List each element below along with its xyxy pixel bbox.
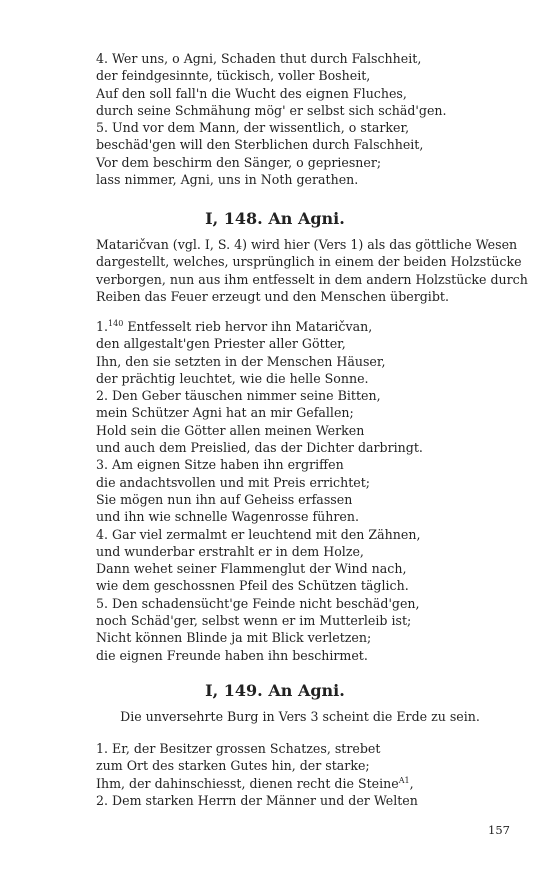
footnote-marker: A1 (398, 775, 410, 785)
verse-line: lass nimmer, Agni, uns in Noth gerathen. (96, 172, 359, 188)
section-149-intro: Die unversehrte Burg in Vers 3 scheint die Erde zu sein. (120, 709, 480, 724)
page-number: 157 (488, 823, 510, 837)
verse-line: beschäd'gen will den Sterblichen durch Falschheit, (96, 137, 424, 153)
intro-line: dargestellt, welches, ursprünglich in einem der beiden Holzstücke (96, 254, 522, 270)
intro-line: verborgen, nun aus ihm entfesselt in dem andern Holzstücke durch (96, 271, 528, 287)
verse-line: 3. Am eignen Sitze haben ihn ergriffen (96, 457, 344, 473)
verse-line-footnoted (96, 775, 418, 792)
verse-line: 5. Den schadensücht'ge Feinde nicht beschäd'gen, (96, 595, 420, 611)
verse-line: der prächtig leuchtet, wie die helle Sonne. (96, 370, 369, 386)
verse-line: Auf den soll fall'n die Wucht des eignen Fluches, (96, 85, 407, 101)
verse-line: noch Schäd'ger, selbst wenn er im Mutterleib ist; (96, 613, 412, 629)
verse-line: den allgestalt'gen Priester aller Götter, (96, 336, 346, 352)
verse-text-tail: , (409, 775, 414, 791)
section-148-heading: I, 148. An Agni. (205, 209, 345, 228)
verse-text: Entfesselt rieb hervor ihn Mataričvan, (123, 319, 373, 334)
verse-line: die eignen Freunde haben ihn beschirmet. (96, 647, 368, 663)
verse-number: 1. (96, 319, 109, 334)
verse-line: und auch dem Preislied, das der Dichter darbringt. (96, 440, 423, 456)
verse-line: 1. Er, der Besitzer grossen Schatzes, strebet (96, 741, 381, 756)
verse-line: 4. Wer uns, o Agni, Schaden thut durch Falschheit, (96, 51, 422, 66)
verse-line: 2. Den Geber täuschen nimmer seine Bitten, (96, 388, 381, 404)
verse-line: 5. Und vor dem Mann, der wissentlich, o starker, (96, 120, 410, 136)
verse-line: durch seine Schmähung mög' er selbst sich schäd'gen. (96, 102, 447, 118)
verse-line: der feindgesinnte, tückisch, voller Bosheit, (96, 68, 371, 84)
verse-line: wie dem geschossnen Pfeil des Schützen täglich. (96, 578, 409, 594)
verse-line-first (96, 318, 423, 335)
verses-top (96, 50, 447, 188)
verse-line: und ihn wie schnelle Wagenrosse führen. (96, 509, 359, 525)
intro-line: Mataričvan (vgl. I, S. 4) wird hier (Vers 1) als das göttliche Wesen (96, 237, 518, 252)
footnote-marker: 140 (108, 318, 124, 328)
verse-line: zum Ort des starken Gutes hin, der starke; (96, 758, 370, 774)
verse-line: und wunderbar erstrahlt er in dem Holze, (96, 543, 364, 559)
verse-line: Ihn, den sie setzten in der Menschen Häuser, (96, 353, 386, 369)
verse-line: 4. Gar viel zermalmt er leuchtend mit den Zähnen, (96, 526, 421, 542)
verse-line: Sie mögen nun ihn auf Geheiss erfassen (96, 491, 353, 507)
verse-line: 2. Dem starken Herrn der Männer und der Welten (96, 792, 418, 808)
verse-line: Vor dem beschirm den Sänger, o gepriesner; (96, 154, 382, 170)
verse-line: Nicht können Blinde ja mit Blick verletzen; (96, 630, 372, 646)
section-148-verses (96, 318, 423, 664)
verse-line: die andachtsvollen und mit Preis errichtet; (96, 474, 371, 490)
section-149-heading: I, 149. An Agni. (205, 681, 345, 700)
section-148-intro (96, 236, 528, 305)
intro-line: Reiben das Feuer erzeugt und den Menschen übergibt. (96, 288, 449, 304)
verse-line: Dann wehet seiner Flammenglut der Wind nach, (96, 561, 407, 577)
verse-text: Ihm, der dahinschiesst, dienen recht die Steine (96, 775, 399, 791)
verse-line: mein Schützer Agni hat an mir Gefallen; (96, 405, 354, 421)
verse-line: Hold sein die Götter allen meinen Werken (96, 422, 365, 438)
section-149-verses (96, 740, 418, 809)
